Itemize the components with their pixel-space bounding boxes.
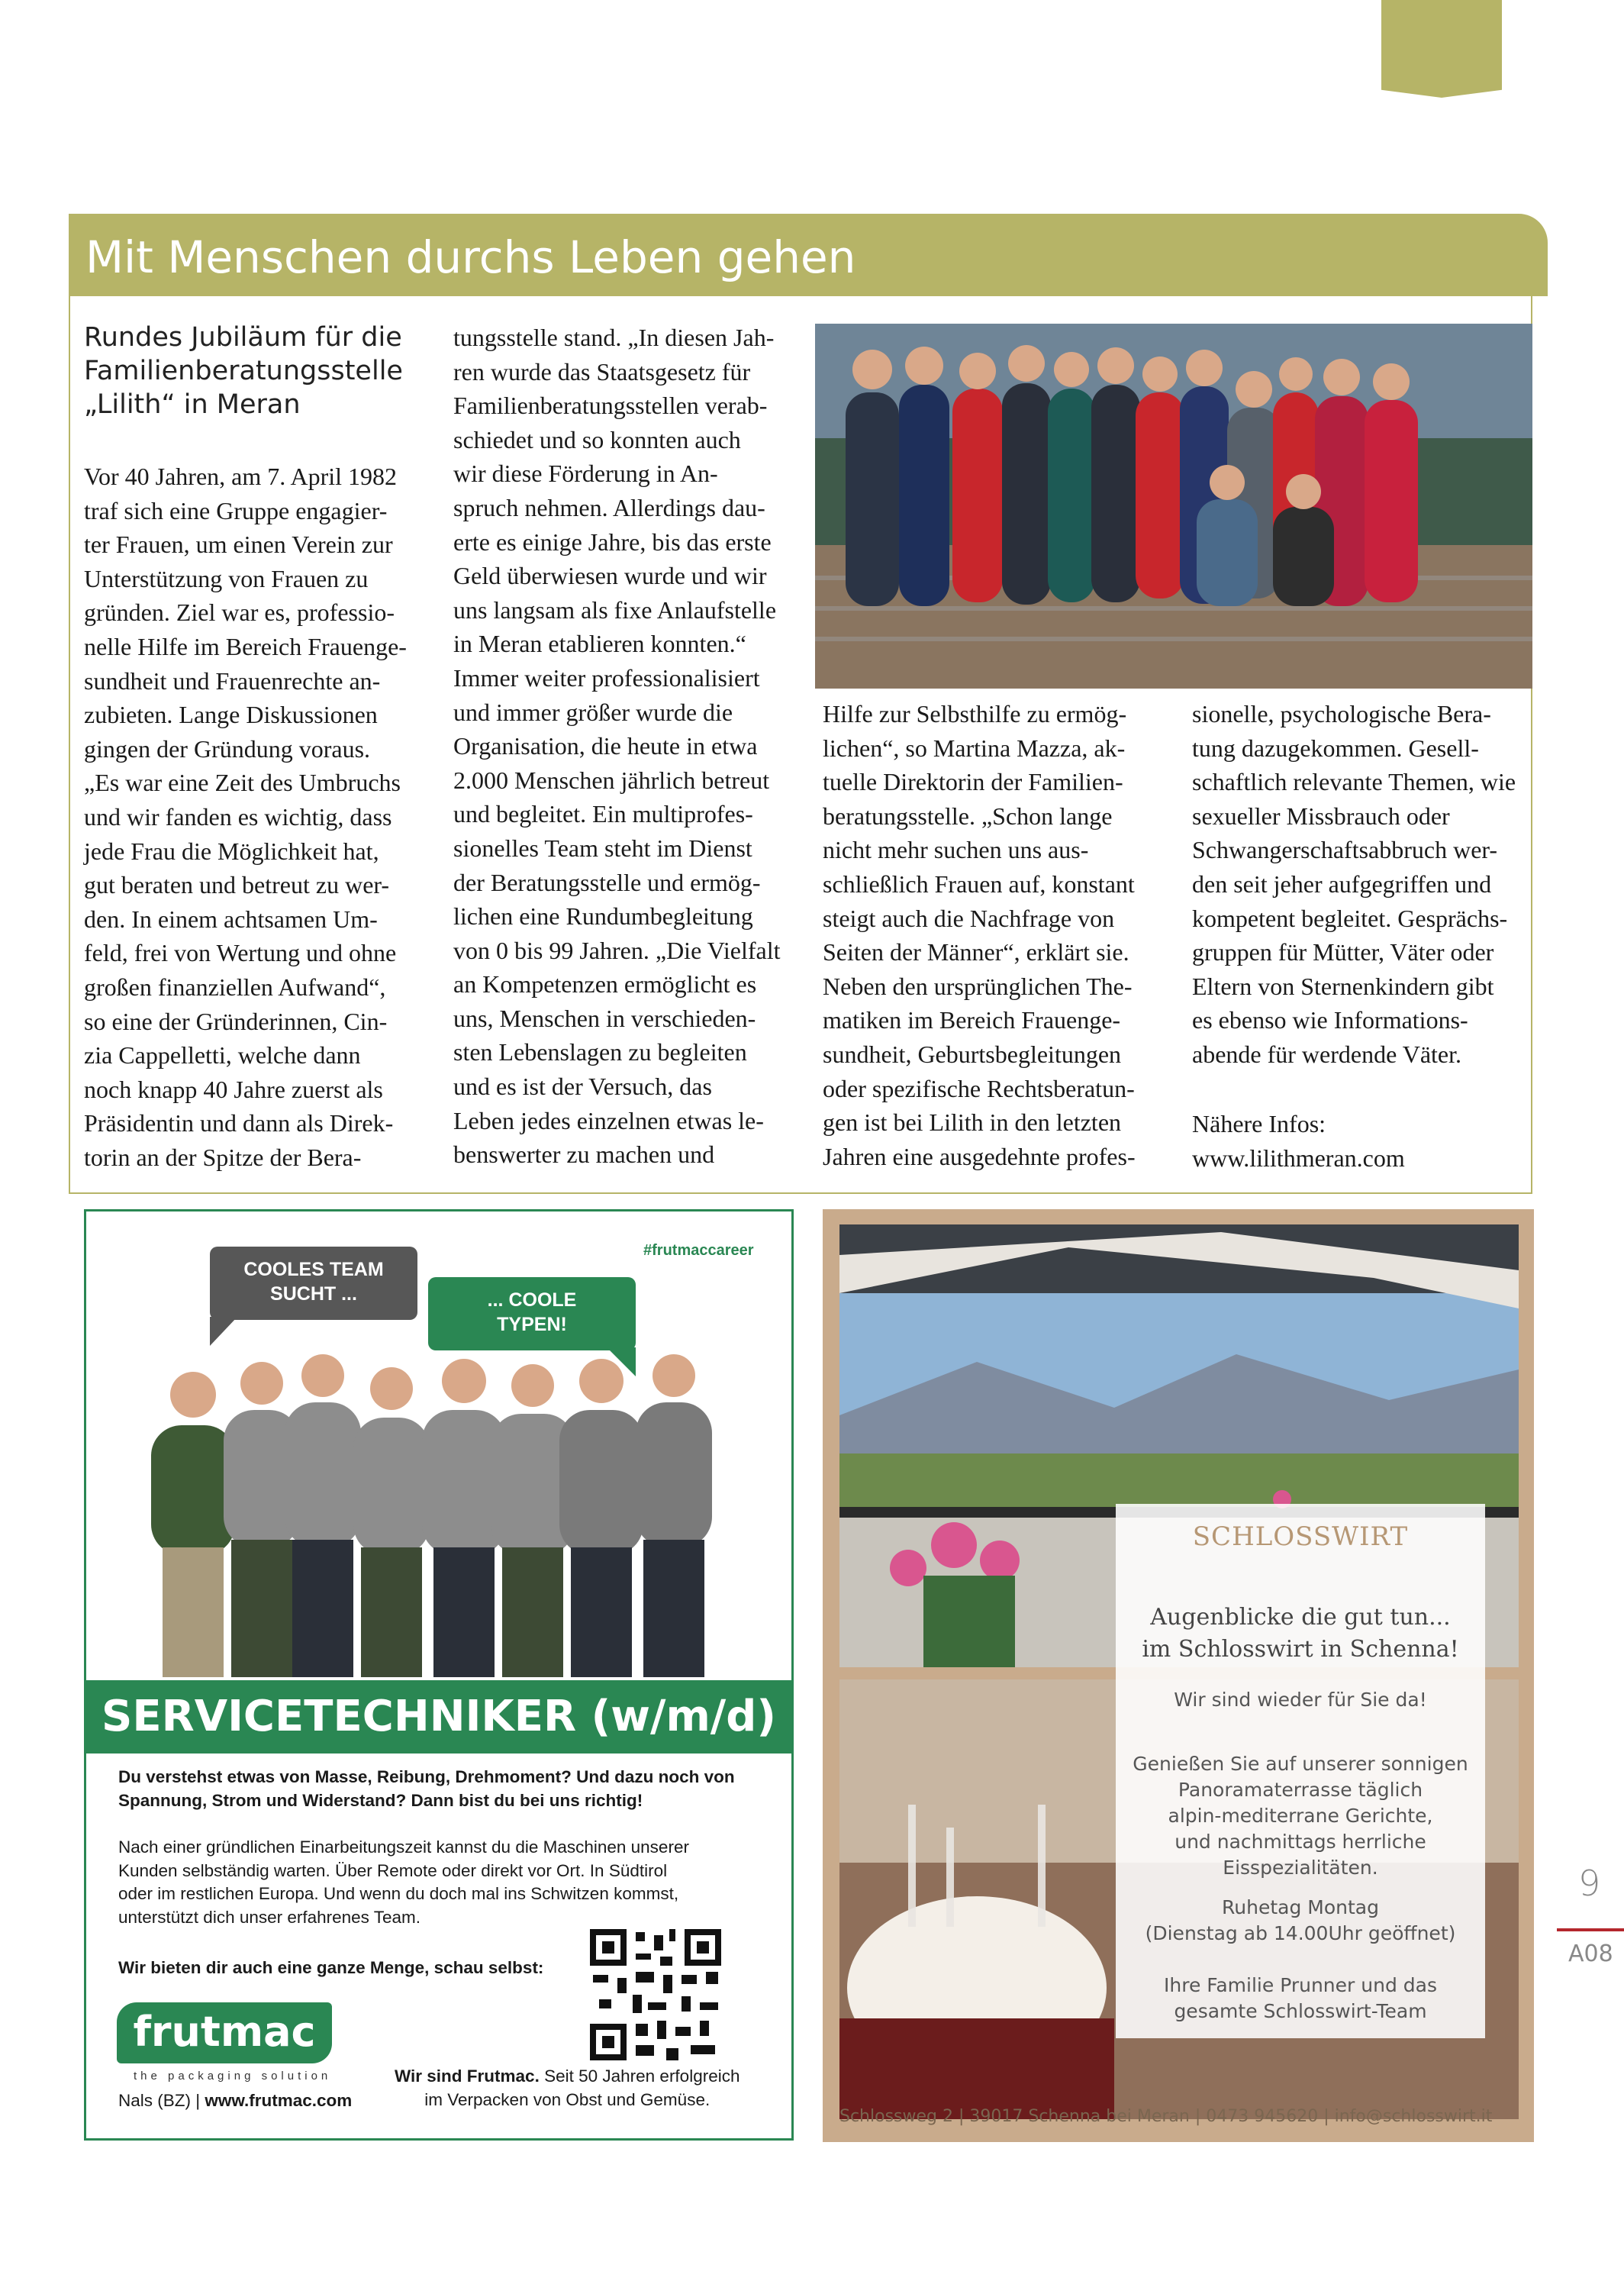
article-line: benswerter zu machen und xyxy=(453,1140,715,1169)
article-line: uns, Menschen in verschieden- xyxy=(453,1004,756,1032)
article-line: schaftlich relevante Themen, wie xyxy=(1192,768,1516,796)
article-line: kompetent begleitet. Gesprächs- xyxy=(1192,904,1508,932)
article-line: spruch nehmen. Allerdings dau- xyxy=(453,493,765,521)
article-line: jede Frau die Möglichkeit hat, xyxy=(84,837,379,865)
page-corner-tab xyxy=(1381,0,1502,98)
ad-contact xyxy=(118,2089,352,2113)
group-photo-illustration xyxy=(815,324,1532,689)
article-line: den seit jeher aufgegriffen und xyxy=(1192,869,1492,898)
article-line: und es ist der Versuch, das xyxy=(453,1073,712,1101)
article-line: Immer weiter professionalisiert xyxy=(453,663,760,692)
article-line: tuelle Direktorin der Familien- xyxy=(823,768,1123,796)
article-line: sundheit und Frauenrechte an- xyxy=(84,666,381,695)
article-line: uns langsam als fixe Anlaufstelle xyxy=(453,595,777,624)
frutmac-ad xyxy=(84,1209,794,2141)
article-line: der Beratungsstelle und ermög- xyxy=(453,868,761,896)
page-number: 9 xyxy=(1578,1863,1601,1904)
group-photo xyxy=(815,324,1532,689)
ad-intro: Du verstehst etwas von Masse, Reibung, Drehmoment? Und dazu noch von Spannung, Strom und Widerstand? Dann bist du bei uns richtig! xyxy=(118,1767,735,1810)
article-line: gründen. Ziel war es, professio- xyxy=(84,598,395,627)
article-line: Seiten der Männer“, erklärt sie. xyxy=(823,938,1129,966)
article-line: schiedet und so konnten auch xyxy=(453,425,741,453)
article-line: gruppen für Mütter, Väter oder xyxy=(1192,938,1494,966)
article-line: so eine der Gründerinnen, Cin- xyxy=(84,1007,388,1035)
article-line: und immer größer wurde die xyxy=(453,698,733,726)
article-line: in Meran etablieren konnten.“ xyxy=(453,630,746,658)
ad-offer: Wir bieten dir auch eine ganze Menge, schau selbst: xyxy=(118,1958,544,1977)
contact-footer: Schlossweg 2 | 39017 Schenna bei Meran | 0473 945620 | info@schlosswirt.it xyxy=(839,2107,1493,2126)
article-line: Vor 40 Jahren, am 7. April 1982 xyxy=(84,463,398,490)
hashtag: #frutmaccareer xyxy=(643,1242,754,1259)
logo-tagline: the packaging solution xyxy=(134,2070,332,2083)
article-line: gen ist bei Lilith in den letzten xyxy=(823,1108,1122,1137)
article-line: beratungsstelle. „Schon lange xyxy=(823,802,1113,830)
article-line: feld, frei von Wertung und ohne xyxy=(84,939,397,967)
article-line: Organisation, die heute in etwa xyxy=(453,732,758,760)
location-text: Nals (BZ) | xyxy=(118,2091,205,2110)
article-line: und wir fanden es wichtig, dass xyxy=(84,802,392,831)
ad-tagline: Augenblicke die gut tun... im Schlosswirt in Schenna! xyxy=(1142,1604,1459,1663)
article-line: sexueller Missbrauch oder xyxy=(1192,802,1450,830)
article-line: Hilfe zur Selbsthilfe zu ermög- xyxy=(823,700,1127,728)
article-line: 2.000 Menschen jährlich betreut xyxy=(453,766,770,794)
job-title-banner: SERVICETECHNIKER (w/m/d) xyxy=(86,1680,791,1753)
article-line: tung dazugekommen. Gesell- xyxy=(1192,734,1479,762)
article-line: ter Frauen, um einen Verein zur xyxy=(84,531,393,559)
article-line: torin an der Spitze der Bera- xyxy=(84,1143,362,1171)
more-info-label: Nähere Infos: xyxy=(1192,1110,1326,1137)
article-line: Schwangerschaftsabbruch wer- xyxy=(1192,836,1498,864)
article-column-1 xyxy=(84,460,407,1174)
article-line: Geld überwiesen wurde und wir xyxy=(453,562,767,590)
article-line: gingen der Gründung voraus. xyxy=(84,734,371,763)
article-line: nelle Hilfe im Bereich Frauenge- xyxy=(84,632,407,660)
reopen-notice: Wir sind wieder für Sie da! xyxy=(1174,1689,1427,1711)
article-line: lichen eine Rundumbegleitung xyxy=(453,902,753,931)
article-column-3 xyxy=(823,697,1136,1173)
ad-body: Nach einer gründlichen Einarbeitungszeit kannst du die Maschinen unserer Kunden selbständig warten. Über Remote oder direkt vor Ort. In Südtirol oder im restlichen Europa. Und wenn du doch mal ins Schwitzen kommst, unterstützt dich unser erfahrenes Team. xyxy=(118,1837,689,1927)
schlosswirt-ad xyxy=(823,1209,1534,2142)
qr-code-icon[interactable] xyxy=(590,1929,721,2060)
more-info xyxy=(1192,1107,1405,1175)
page-code: A08 xyxy=(1568,1941,1613,1967)
article-line: und begleitet. Ein multiprofes- xyxy=(453,800,753,828)
article-line: Präsidentin und dann als Direk- xyxy=(84,1109,394,1137)
ad-closing: Wir sind Frutmac. Seit 50 Jahren erfolgreich im Verpacken von Obst und Gemüse. xyxy=(395,2066,740,2109)
info-overlay xyxy=(1116,1504,1485,2038)
article-line: zia Cappelletti, welche dann xyxy=(84,1041,361,1070)
family-signature: Ihre Familie Prunner und das gesamte Schlosswirt-Team xyxy=(1164,1974,1437,2022)
schlosswirt-logo: SCHLOSSWIRT xyxy=(1192,1521,1409,1552)
article-line: zubieten. Lange Diskussionen xyxy=(84,701,378,729)
article-line: gut beraten und betreut zu wer- xyxy=(84,871,390,899)
page-number-divider xyxy=(1557,1928,1624,1931)
more-info-link[interactable]: www.lilithmeran.com xyxy=(1192,1144,1405,1172)
article-line: Neben den ursprünglichen The- xyxy=(823,972,1133,1000)
article-subheading: Rundes Jubiläum für die Familienberatungsstelle „Lilith“ in Meran xyxy=(84,322,403,420)
article-line: wir diese Förderung in An- xyxy=(453,460,718,488)
article-line: ren wurde das Staatsgesetz für xyxy=(453,357,751,386)
article-line: noch knapp 40 Jahre zuerst als xyxy=(84,1075,383,1103)
ad-description: Genießen Sie auf unserer sonnigen Panoramaterrasse täglich alpin-mediterrane Gerichte, und nachmittags herrliche Eisspezialitäten. xyxy=(1133,1753,1468,1879)
article-line: es ebenso wie Informations- xyxy=(1192,1006,1468,1034)
speech-bubble-right: ... COOLE TYPEN! xyxy=(428,1277,636,1350)
article-line: oder spezifische Rechtsberatun- xyxy=(823,1074,1135,1102)
article-line: traf sich eine Gruppe engagier- xyxy=(84,496,388,524)
opening-hours: Ruhetag Montag (Dienstag ab 14.00Uhr geöffnet) xyxy=(1145,1896,1456,1944)
article-line: sten Lebenslagen zu begleiten xyxy=(453,1038,747,1066)
technicians-illustration xyxy=(132,1341,758,1682)
article-line: abende für werdende Väter. xyxy=(1192,1040,1462,1068)
article-column-4 xyxy=(1192,697,1516,1072)
article-column-2 xyxy=(453,321,781,1172)
article-line: nicht mehr suchen uns aus- xyxy=(823,836,1089,864)
article-line: „Es war eine Zeit des Umbruchs xyxy=(84,769,401,797)
speech-bubble-left: COOLES TEAM SUCHT ... xyxy=(210,1247,417,1320)
article-line: Eltern von Sternenkindern gibt xyxy=(1192,972,1494,1000)
article-line: Unterstützung von Frauen zu xyxy=(84,564,369,592)
page-title: Mit Menschen durchs Leben gehen xyxy=(85,231,856,283)
article-line: von 0 bis 99 Jahren. „Die Vielfalt xyxy=(453,936,781,964)
article-line: an Kompetenzen ermöglicht es xyxy=(453,970,757,999)
article-line: sionelle, psychologische Bera- xyxy=(1192,700,1491,728)
frutmac-logo: frutmac xyxy=(117,2002,332,2063)
article-line: steigt auch die Nachfrage von xyxy=(823,904,1115,932)
article-line: großen finanziellen Aufwand“, xyxy=(84,973,386,1001)
article-line: Leben jedes einzelnen etwas le- xyxy=(453,1106,764,1134)
article-line: matiken im Bereich Frauenge- xyxy=(823,1006,1121,1034)
article-line: den. In einem achtsamen Um- xyxy=(84,905,378,933)
article-line: sundheit, Geburtsbegleitungen xyxy=(823,1040,1122,1068)
article-line: Jahren eine ausgedehnte profes- xyxy=(823,1142,1136,1170)
article-line: tungsstelle stand. „In diesen Jah- xyxy=(453,324,775,351)
article-line: sionelles Team steht im Dienst xyxy=(453,834,752,862)
article-line: lichen“, so Martina Mazza, ak- xyxy=(823,734,1126,762)
article-line: schließlich Frauen auf, konstant xyxy=(823,869,1135,898)
article-line: erte es einige Jahre, bis das erste xyxy=(453,528,772,556)
article-line: Familienberatungsstellen verab- xyxy=(453,392,768,420)
website-link[interactable]: www.frutmac.com xyxy=(205,2091,353,2110)
